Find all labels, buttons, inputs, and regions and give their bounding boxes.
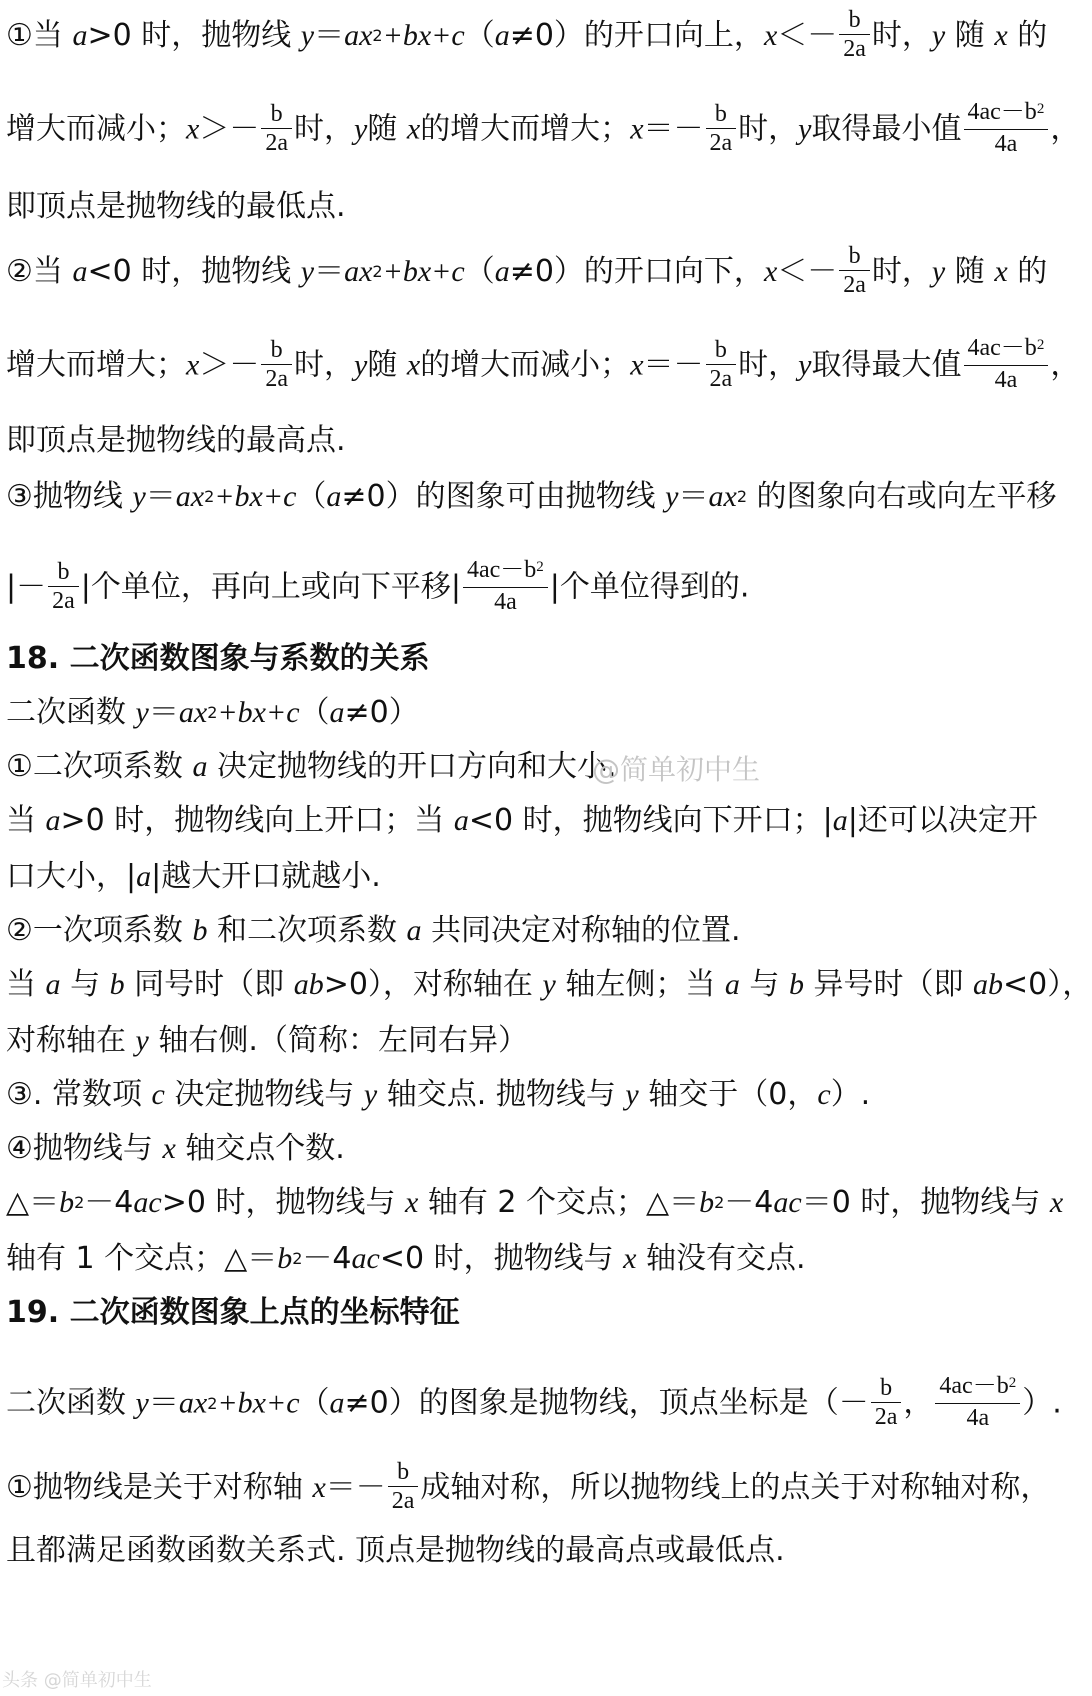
- s18-line4: 口大小，|a|越大开口就越小.: [6, 859, 381, 894]
- fraction-vertex-value: $\frac{4ac-b^2}{4a}$: [964, 98, 1049, 158]
- fraction-vertex-value: $\frac{4ac-b^2}{4a}$: [463, 556, 548, 616]
- p2-line2: 增大而增大；x＞－ $\frac{b}{2a}$ 时，y随 x的增大而减小；x＝－ $\frac{b}{2a}$ 时，y取得最大值 $\frac{4ac-b^2}{4a}$ ，: [6, 335, 1081, 393]
- s19-line3: 且都满足函数函数关系式. 顶点是抛物线的最高点或最低点.: [6, 1533, 785, 1568]
- p2-line3: 即顶点是抛物线的最高点.: [6, 423, 346, 458]
- s18-line2: ①二次项系数 a 决定抛物线的开口方向和大小.: [6, 749, 617, 784]
- fraction-b-over-2a: $\frac{b}{2a}$: [871, 1374, 902, 1431]
- fraction-b-over-2a: $\frac{b}{2a}$: [839, 6, 870, 63]
- fraction-b-over-2a: $\frac{b}{2a}$: [706, 336, 737, 393]
- fraction-b-over-2a: $\frac{b}{2a}$: [261, 336, 292, 393]
- s18-line11: 轴有 1 个交点；$\triangle=b^2-4ac<0$ 时，抛物线与 x 轴没有交点.: [6, 1241, 806, 1276]
- s18-line6: 当 a 与 b 同号时（即 ab>0），对称轴在 y 轴左侧；当 a 与 b 异号时（即 ab<0），: [6, 967, 1092, 1002]
- s18-line9: ④抛物线与 x 轴交点个数.: [6, 1131, 345, 1166]
- fraction-b-over-2a: $\frac{b}{2a}$: [388, 1458, 419, 1515]
- s18-line1: 二次函数 $y=ax^2+bx+c(a\ne 0)$: [6, 695, 419, 730]
- fraction-b-over-2a: $\frac{b}{2a}$: [48, 558, 79, 615]
- s18-line8: ③. 常数项 c 决定抛物线与 y 轴交点. 抛物线与 y 轴交于（0，c）.: [6, 1077, 871, 1112]
- s18-line5: ②一次项系数 b 和二次项系数 a 共同决定对称轴的位置.: [6, 913, 741, 948]
- p1-line1: ①当 a>0 时，抛物线 $y=ax^2+bx+c(a\ne 0)$的开口向上，x＜－ $\frac{b}{2a}$ 时，y 随 x 的: [6, 7, 1048, 62]
- p1-line2: 增大而减小；x＞－ $\frac{b}{2a}$ 时，y随 x的增大而增大；x＝－ $\frac{b}{2a}$ 时，y取得最小值 $\frac{4ac-b^2}{4a}$ ，: [6, 99, 1081, 157]
- s19-line1: 二次函数 $y=ax^2+bx+c(a\ne 0)$的图象是抛物线，顶点坐标是（－ $\frac{b}{2a}$ ， $\frac{4ac-b^2}{4a}$ ）.: [6, 1373, 1062, 1431]
- fraction-vertex-value: $\frac{4ac-b^2}{4a}$: [935, 1372, 1020, 1432]
- fraction-vertex-value: $\frac{4ac-b^2}{4a}$: [964, 334, 1049, 394]
- fraction-b-over-2a: $\frac{b}{2a}$: [706, 100, 737, 157]
- p1-line3: 即顶点是抛物线的最低点.: [6, 189, 346, 224]
- s18-line3: 当 a>0 时，抛物线向上开口；当 a<0 时，抛物线向下开口；|a|还可以决定开: [6, 803, 1038, 838]
- p3-line1: ③抛物线 $y=ax^2+bx+c(a\ne 0)$的图象可由抛物线 $y=ax^2$ 的图象向右或向左平移: [6, 479, 1057, 514]
- section-19-heading: 19. 二次函数图象上点的坐标特征: [6, 1295, 460, 1330]
- p2-line1: ②当 a<0 时，抛物线 $y=ax^2+bx+c(a\ne 0)$的开口向下，x＜－ $\frac{b}{2a}$ 时，y 随 x 的: [6, 243, 1048, 298]
- fraction-b-over-2a: $\frac{b}{2a}$: [261, 100, 292, 157]
- s18-line10: $\triangle=b^2-4ac>0$ 时，抛物线与 x 轴有 2 个交点；$\triangle=b^2-4ac=0$ 时，抛物线与 x: [6, 1185, 1064, 1220]
- s18-line7: 对称轴在 y 轴右侧.（简称：左同右异）: [6, 1023, 528, 1058]
- fraction-b-over-2a: $\frac{b}{2a}$: [839, 242, 870, 299]
- s19-line2: ①抛物线是关于对称轴 x＝－ $\frac{b}{2a}$ 成轴对称，所以抛物线上的点关于对称轴对称，: [6, 1459, 1051, 1514]
- watermark: @简单初中生: [592, 753, 761, 786]
- footer-watermark-logo: 头条 @简单初中生: [2, 1670, 152, 1691]
- p3-line2: |－ $\frac{b}{2a}$ |个单位，再向上或向下平移| $\frac{4ac-b^2}{4a}$ |个单位得到的.: [6, 557, 750, 615]
- section-18-heading: 18. 二次函数图象与系数的关系: [6, 641, 430, 676]
